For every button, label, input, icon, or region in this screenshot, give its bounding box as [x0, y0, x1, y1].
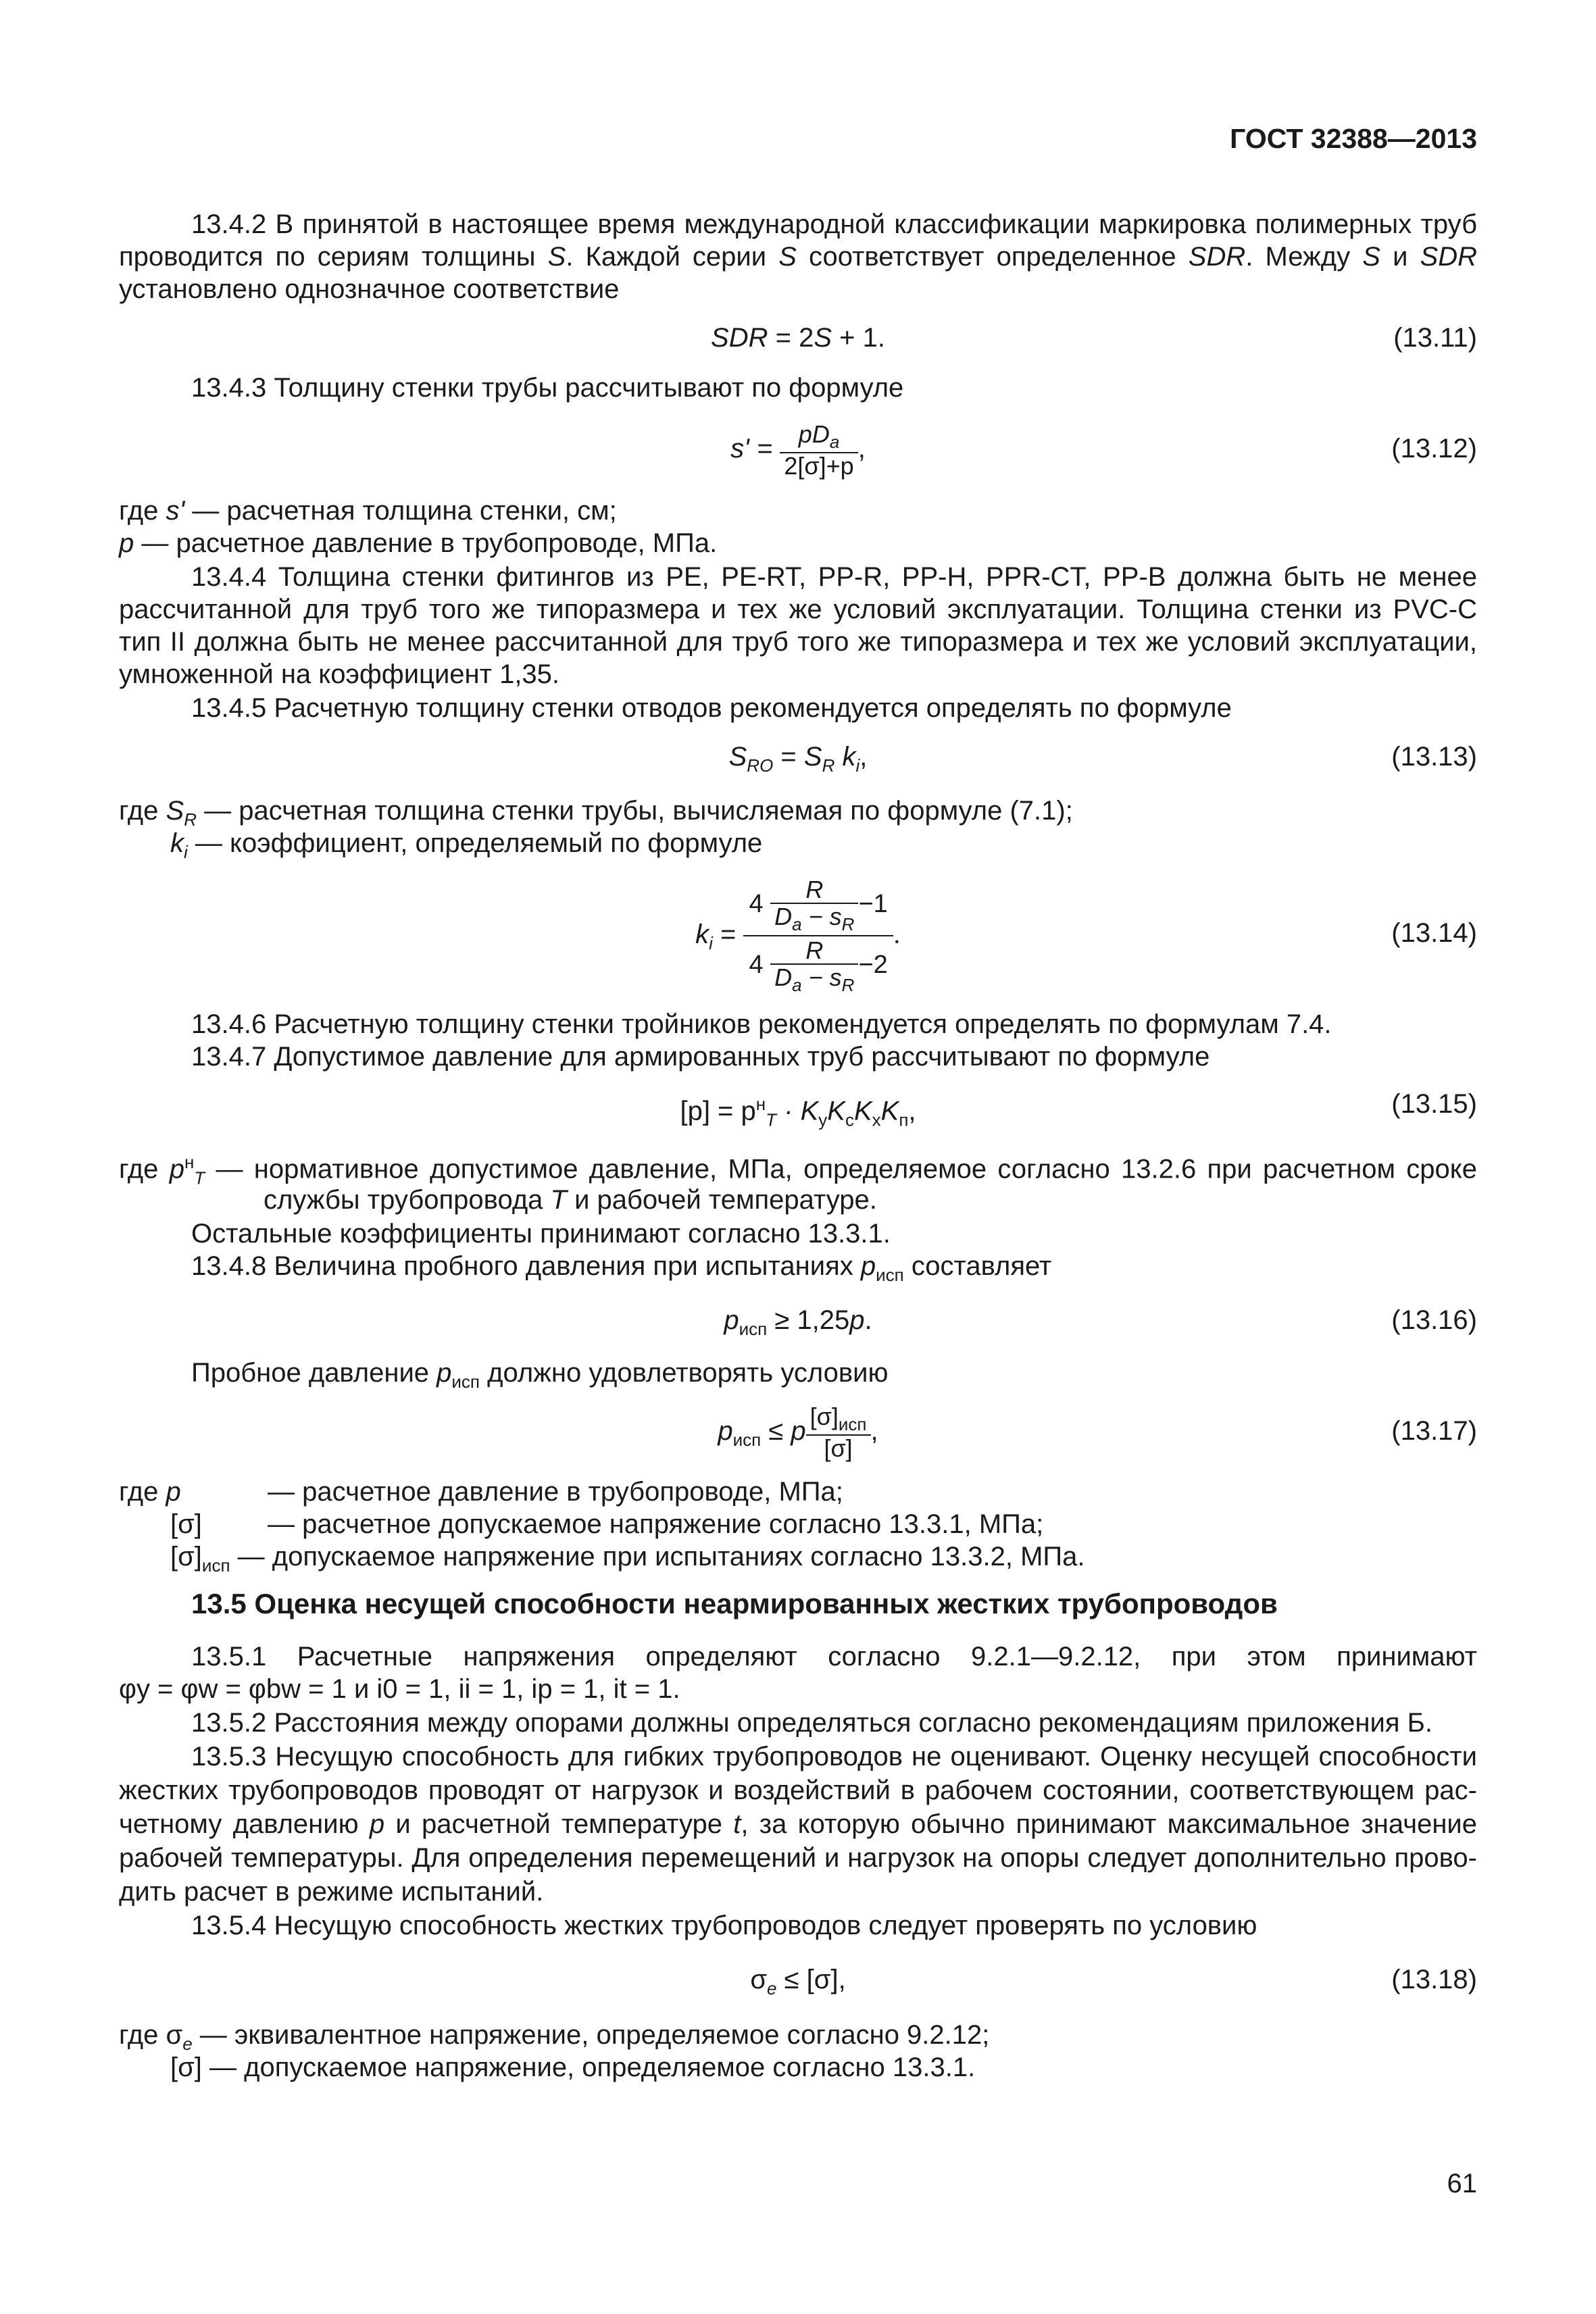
paragraph-line: 13.4.5 Расчетную толщину стенки отводов рекомендуется определять по формуле: [191, 693, 1232, 723]
equation-number: (13.14): [1391, 918, 1477, 948]
paragraph-line: рабочей температуры. Для определения перемещений и нагрузок на опоры следует дополнительно прово-: [119, 1843, 1477, 1873]
equation-13-11: SDR = 2S + 1. (13.11): [119, 318, 1477, 358]
where-line: где p — расчетное давление в трубопроводе, МПа;: [119, 1477, 843, 1507]
paragraph-line: четному давлению p и расчетной температуре t, за которую обычно принимают максимальное значение: [119, 1809, 1477, 1839]
equation-number: (13.15): [1391, 1089, 1477, 1119]
where-line: службы трубопровода T и рабочей температуре.: [264, 1185, 877, 1215]
where-line: $k_i$ — коэффициент, определяемый по формуле: [170, 828, 763, 862]
paragraph-line: 13.4.7 Допустимое давление для армированных труб рассчитывают по формуле: [191, 1042, 1210, 1072]
where-line: $[\sigma]_{исп}$ — допускаемое напряжение при испытаниях согласно 13.3.2, МПа.: [170, 1542, 1085, 1576]
paragraph-line: жестких трубопроводов проводят от нагрузок и воздействий в рабочем состоянии, соответствующем рас-: [119, 1776, 1477, 1805]
where-line: где $p^н_T$ — нормативное допустимое давление, МПа, определяемое согласно 13.2.6 при расчетном сроке: [119, 1152, 1477, 1188]
equation-13-16: $p_{исп} \ge 1,25p$. (13.16): [119, 1300, 1477, 1340]
where-line: где $S_R$ — расчетная толщина стенки трубы, вычисляемая по формуле (7.1);: [119, 796, 1073, 830]
page-number: 61: [1447, 2169, 1477, 2198]
equation-13-12: s' = $\frac{pD_a}{2[\sigma]+p}$ , (13.12): [119, 408, 1477, 489]
equation-number: (13.12): [1391, 434, 1477, 463]
equation-number: (13.18): [1391, 1965, 1477, 1994]
paragraph-line: установлено однозначное соответствие: [119, 274, 620, 304]
section-heading: 13.5 Оценка несущей способности неармированных жестких трубопроводов: [191, 1588, 1278, 1619]
where-line: [σ] — расчетное допускаемое напряжение согласно 13.3.1, МПа;: [170, 1509, 1044, 1539]
paragraph-line: 13.4.8 Величина пробного давления при испытаниях $p_{исп}$ составляет: [191, 1251, 1052, 1285]
equation-13-17: $p_{исп} \le p$ $\frac{[\sigma]_{исп}}{[\sigma]}$ , (13.17): [119, 1390, 1477, 1472]
paragraph-line: Остальные коэффициенты принимают согласно 13.3.1.: [191, 1219, 891, 1249]
paragraph-line: 13.4.6 Расчетную толщину стенки тройников рекомендуется определять по формулам 7.4.: [191, 1009, 1332, 1039]
equation-13-15: $[p] = p^н_T \cdot K_уK_сK_хK_п$, (13.15): [119, 1084, 1477, 1124]
equation-number: (13.16): [1391, 1305, 1477, 1335]
paragraph-line: φy = φw = φbw = 1 и i0 = 1, ii = 1, ip = 1, it = 1.: [119, 1674, 680, 1704]
where-line: [σ] — допускаемое напряжение, определяемое согласно 13.3.1.: [170, 2053, 976, 2082]
equation-13-13: $S_{RO} = S_R$ $k_i$, (13.13): [119, 736, 1477, 777]
paragraph-line: умноженной на коэффициент 1,35.: [119, 659, 560, 689]
equation-number: (13.13): [1391, 742, 1477, 772]
paragraph-line: 13.5.3 Несущую способность для гибких трубопроводов не оценивают. Оценку несущей способности: [191, 1742, 1477, 1771]
where-line: где $\sigma_e$ — эквивалентное напряжение, определяемое согласно 9.2.12;: [119, 2020, 990, 2054]
equation-number: (13.17): [1391, 1416, 1477, 1446]
paragraph-line: 13.5.2 Расстояния между опорами должны определяться согласно рекомендациям приложения Б.: [191, 1708, 1432, 1738]
paragraph-line: 13.4.4 Толщина стенки фитингов из PE, PE-RT, PP-R, PP-H, PPR-CT, PP-B должна быть не менее: [191, 562, 1477, 592]
paragraph-line: 13.5.1 Расчетные напряжения определяют согласно 9.2.1—9.2.12, при этом принимают: [191, 1642, 1477, 1671]
equation-13-18: $\sigma_e \le [\sigma]$, (13.18): [119, 1959, 1477, 2000]
standard-header: ГОСТ 32388—2013: [1230, 123, 1477, 154]
paragraph-line: рассчитанной для труб того же типоразмера и тех же условий эксплуатации. Толщина стенки из PVC-C: [119, 595, 1477, 624]
where-line: где s' — расчетная толщина стенки, см;: [119, 496, 617, 526]
where-line: p — расчетное давление в трубопроводе, МПа.: [119, 528, 718, 558]
paragraph-line: 13.5.4 Несущую способность жестких трубопроводов следует проверять по условию: [191, 1911, 1257, 1940]
paragraph-line: проводится по сериям толщины S. Каждой серии S соответствует определенное SDR. Между S и SDR: [119, 242, 1478, 272]
paragraph-line: 13.4.2 В принятой в настоящее время международной классификации маркировка полимерных труб: [191, 209, 1477, 239]
equation-13-14: $k_i$ = 4 $\frac{R}{D_a - s_R}$ −1 4 $\frac{R}{D_a - s_R}$ −2 . (13.14): [695, 876, 1477, 996]
paragraph-line: 13.4.3 Толщину стенки трубы рассчитывают по формуле: [191, 373, 904, 403]
paragraph-line: тип II должна быть не менее рассчитанной для труб того же типоразмера и тех же условий эксплуатации,: [119, 627, 1477, 657]
paragraph-line: Пробное давление $p_{исп}$ должно удовлетворять условию: [191, 1358, 889, 1392]
paragraph-line: дить расчет в режиме испытаний.: [119, 1877, 544, 1907]
equation-number: (13.11): [1393, 323, 1477, 353]
